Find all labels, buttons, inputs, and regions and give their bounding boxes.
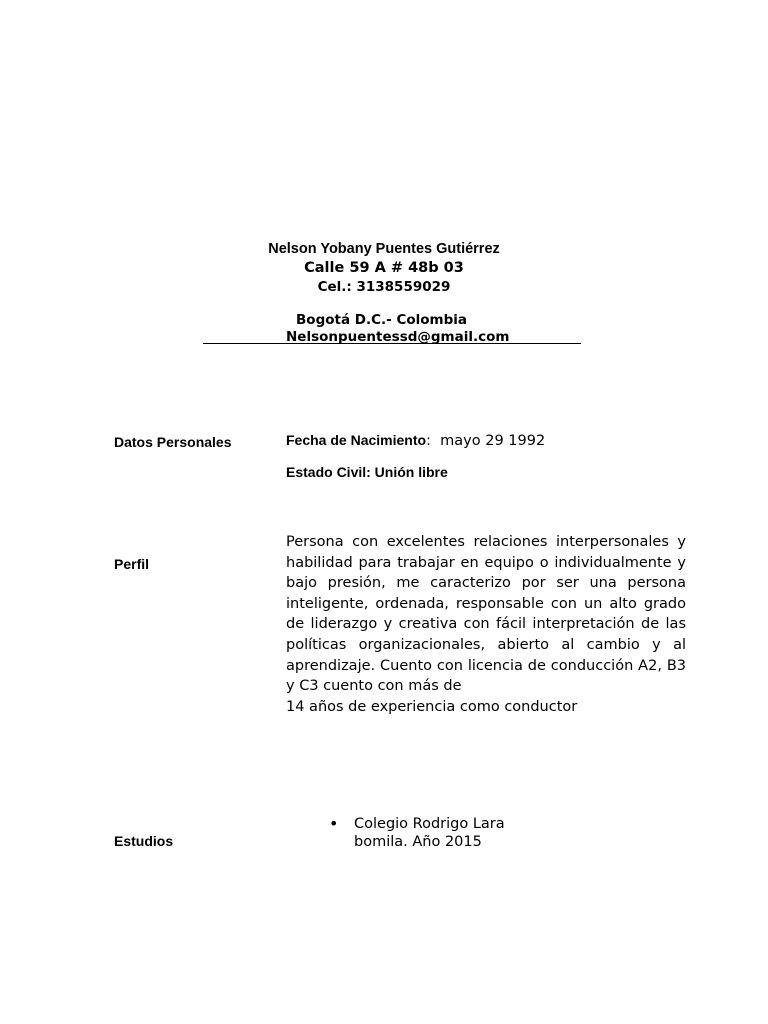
phone: Cel.: 3138559029 <box>317 279 451 295</box>
section-label-estudios: Estudios <box>114 833 174 849</box>
address: Calle 59 A # 48b 03 <box>304 260 464 276</box>
fecha-separator: : <box>426 433 431 449</box>
list-item: Colegio Rodrigo Lara bomila. Año 2015 <box>354 816 505 850</box>
perfil-text <box>286 532 686 717</box>
section-label-perfil: Perfil <box>114 556 150 572</box>
city: Bogotá D.C.- Colombia <box>296 312 467 328</box>
fecha-nacimiento-label: Fecha de Nacimiento <box>286 432 427 448</box>
applicant-name: Nelson Yobany Puentes Gutiérrez <box>268 241 500 257</box>
estado-civil: Estado Civil: Unión libre <box>286 464 448 480</box>
email[interactable]: Nelsonpuentessd@gmail.com <box>286 329 510 345</box>
fecha-nacimiento <box>286 432 545 449</box>
perfil-paragraph: Persona con excelentes relaciones interpersonales y habilidad para trabajar en equipo o individualmente y bajo presión, me caracterizo por ser una persona inteligente, ordenada, responsable con un alto grado de liderazgo y creativa con fácil interpretación de las políticas organizacionales, abierto al cambio y al aprendizaje. Cuento con licencia de conducción A2, B3 y C3 cuento con más de <box>286 534 686 695</box>
bullet-icon: • <box>329 814 339 833</box>
section-label-datos-personales: Datos Personales <box>114 434 232 450</box>
fecha-nacimiento-value: mayo 29 1992 <box>440 433 546 449</box>
header-divider <box>203 343 581 344</box>
perfil-last-line: 14 años de experiencia como conductor <box>286 698 578 715</box>
